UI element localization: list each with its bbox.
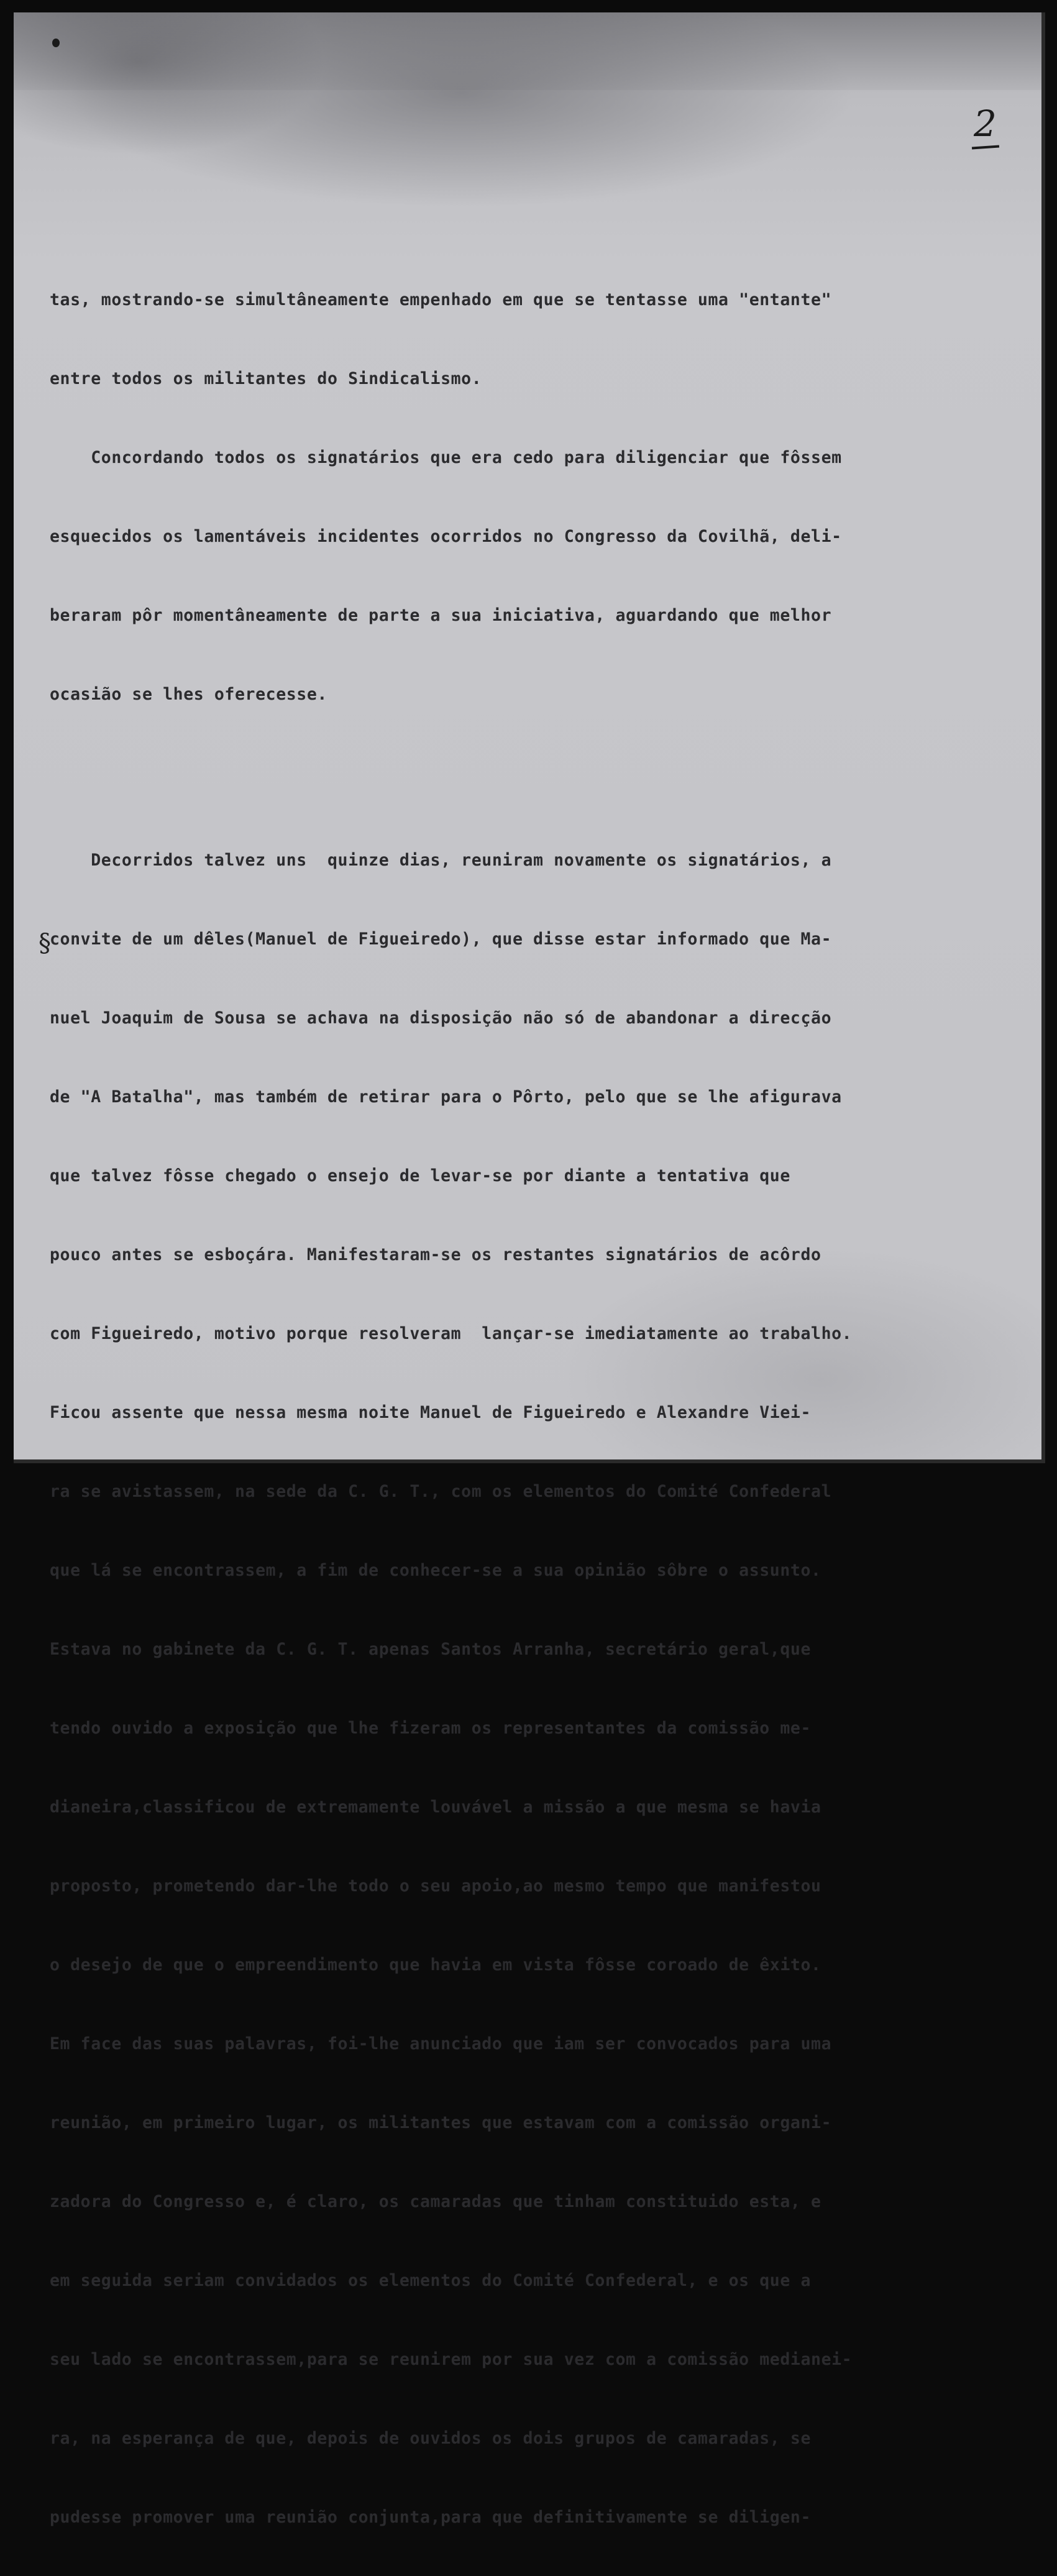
text-line: de "A Batalha", mas também de retirar para o Pôrto, pelo que se lhe afigurava bbox=[50, 1087, 842, 1107]
page-number-underline bbox=[972, 145, 999, 149]
blank-line bbox=[50, 753, 1032, 802]
text-line: tas, mostrando-se simultâneamente empenhado em que se tentasse uma "entante" bbox=[50, 290, 832, 309]
text-line: reunião, em primeiro lugar, os militantes que estavam com a comissão organi- bbox=[50, 2113, 832, 2132]
text-line: em seguida seriam convidados os elementos do Comité Confederal, e os que a bbox=[50, 2271, 812, 2290]
text-line: o desejo de que o empreendimento que havia em vista fôsse coroado de êxito. bbox=[50, 1955, 821, 1975]
text-line: entre todos os militantes do Sindicalismo. bbox=[50, 369, 482, 388]
text-line: ra, na esperança de que, depois de ouvidos os dois grupos de camaradas, se bbox=[50, 2429, 812, 2448]
text-line: Estava no gabinete da C. G. T. apenas Santos Arranha, secretário geral,que bbox=[50, 1640, 812, 1659]
text-line: pudesse promover uma reunião conjunta,para que definitivamente se diligen- bbox=[50, 2508, 812, 2527]
text-line: seu lado se encontrassem,para se reunirem por sua vez com a comissão medianei- bbox=[50, 2350, 853, 2369]
text-line: Ficou assente que nessa mesma noite Manuel de Figueiredo e Alexandre Viei- bbox=[50, 1403, 812, 1422]
text-line: ocasião se lhes oferecesse. bbox=[50, 685, 327, 704]
scan-edge-right bbox=[1041, 12, 1045, 1463]
text-line: nuel Joaquim de Sousa se achava na disposição não só de abandonar a direcção bbox=[50, 1008, 832, 1028]
text-line: que talvez fôsse chegado o ensejo de levar-se por diante a tentativa que bbox=[50, 1166, 790, 1185]
text-line: Concordando todos os signatários que era cedo para diligenciar que fôssem bbox=[50, 448, 842, 467]
text-line: com Figueiredo, motivo porque resolveram lançar-se imediatamente ao trabalho. bbox=[50, 1324, 853, 1343]
text-line: tendo ouvido a exposição que lhe fizeram os representantes da comissão me- bbox=[50, 1719, 812, 1738]
ink-spot bbox=[52, 39, 60, 47]
text-line: pouco antes se esboçára. Manifestaram-se os restantes signatários de acôrdo bbox=[50, 1245, 821, 1264]
document-page bbox=[14, 12, 1045, 2527]
text-line: zadora do Congresso e, é claro, os camaradas que tinham constituido esta, e bbox=[50, 2192, 821, 2211]
margin-annotation: § bbox=[39, 929, 51, 957]
text-line: dianeira,classificou de extremamente louvável a missão a que mesma se havia bbox=[50, 1797, 821, 1817]
typewritten-text bbox=[50, 241, 1032, 2576]
text-line: Decorridos talvez uns quinze dias, reuniram novamente os signatários, a bbox=[50, 851, 832, 870]
text-line: que lá se encontrassem, a fim de conhecer-se a sua opinião sôbre o assunto. bbox=[50, 1561, 821, 1580]
text-line: Em face das suas palavras, foi-lhe anunciado que iam ser convocados para uma bbox=[50, 2034, 832, 2053]
text-line: beraram pôr momentâneamente de parte a sua iniciativa, aguardando que melhor bbox=[50, 606, 832, 625]
scan-shadow-band bbox=[14, 12, 1045, 90]
text-line: proposto, prometendo dar-lhe todo o seu apoio,ao mesmo tempo que manifestou bbox=[50, 1876, 821, 1896]
text-line: ra se avistassem, na sede da C. G. T., com os elementos do Comité Confederal bbox=[50, 1482, 832, 1501]
text-line: esquecidos os lamentáveis incidentes ocorridos no Congresso da Covilhã, deli- bbox=[50, 527, 842, 546]
page-number: 2 bbox=[974, 103, 997, 145]
text-line: convite de um dêles(Manuel de Figueiredo), que disse estar informado que Ma- bbox=[50, 929, 832, 949]
